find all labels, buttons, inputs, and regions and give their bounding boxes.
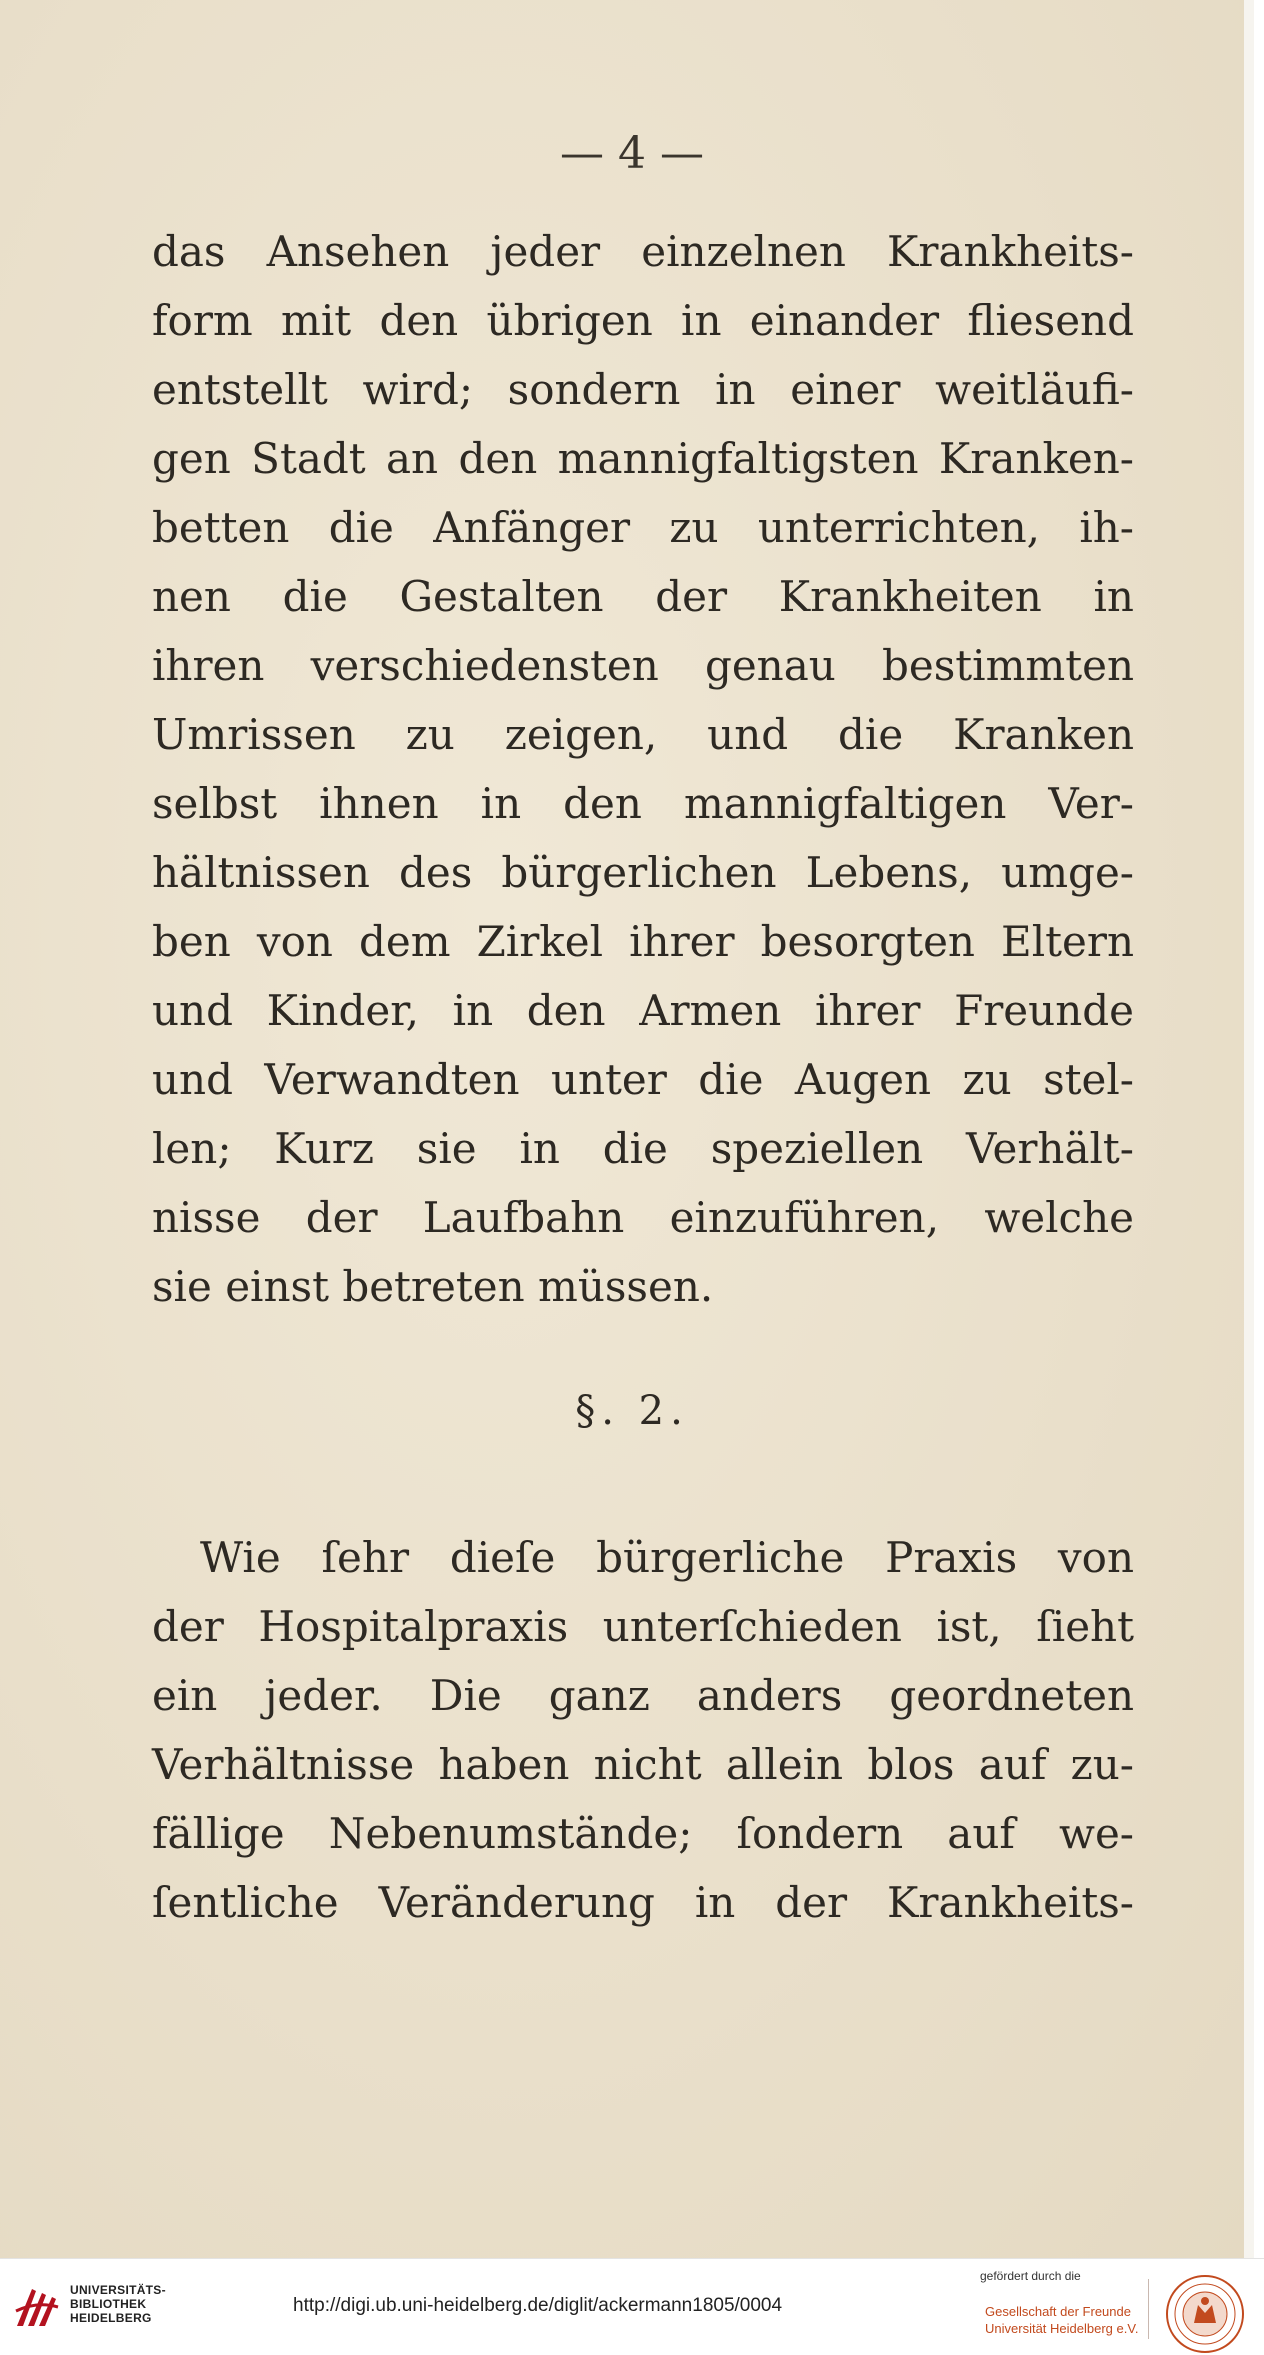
paragraph-2 xyxy=(152,1523,1134,1937)
paragraph-1 xyxy=(152,217,1134,1321)
text-line: Umrissen zu zeigen, und die Kranken xyxy=(152,710,1134,759)
library-name-line: BIBLIOTHEK xyxy=(70,2297,147,2311)
text-line: ein jeder. Die ganz anders geordneten xyxy=(152,1671,1134,1720)
text-line: ſentliche Veränderung in der Krankheits- xyxy=(152,1878,1134,1927)
text-line: sie einst betreten müssen. xyxy=(152,1262,714,1311)
text-line: selbst ihnen in den mannigfaltigen Ver- xyxy=(152,779,1134,828)
society-name xyxy=(985,2303,1138,2337)
page-number: — 4 — xyxy=(560,128,704,179)
text-line: und Kinder, in den Armen ihrer Freunde xyxy=(152,986,1134,1035)
library-name-line: UNIVERSITÄTS- xyxy=(70,2283,166,2297)
text-line: ihren verschiedensten genau bestimmten xyxy=(152,641,1134,690)
text-line: und Verwandten unter die Augen zu stel- xyxy=(152,1055,1134,1104)
text-line: entstellt wird; sondern in einer weitläufi- xyxy=(152,365,1134,414)
text-line: Wie ſehr dieſe bürgerliche Praxis von xyxy=(200,1533,1134,1582)
page-edge xyxy=(1244,0,1254,2258)
text-line: nen die Gestalten der Krankheiten in xyxy=(152,572,1134,621)
text-line: fällige Nebenumstände; ſondern auf we- xyxy=(152,1809,1134,1858)
section-heading: §. 2. xyxy=(575,1388,689,1434)
text-line: ben von dem Zirkel ihrer besorgten Eltern xyxy=(152,917,1134,966)
society-name-line: Universität Heidelberg e.V. xyxy=(985,2321,1139,2336)
text-line: Verhältnisse haben nicht allein blos auf zu- xyxy=(152,1740,1134,1789)
footer-divider xyxy=(1148,2279,1149,2339)
library-name xyxy=(70,2283,166,2325)
text-line: betten die Anfänger zu unterrichten, ih- xyxy=(152,503,1134,552)
text-line: form mit den übrigen in einander fliesend xyxy=(152,296,1134,345)
text-line: nisse der Laufbahn einzuführen, welche xyxy=(152,1193,1134,1242)
text-line: gen Stadt an den mannigfaltigsten Kranken- xyxy=(152,434,1134,483)
university-seal-icon xyxy=(1164,2273,1246,2355)
society-name-line: Gesellschaft der Freunde xyxy=(985,2304,1131,2319)
university-library-logo-icon xyxy=(12,2281,62,2331)
text-line: hältnissen des bürgerlichen Lebens, umge- xyxy=(152,848,1134,897)
permalink-url[interactable]: http://digi.ub.uni-heidelberg.de/diglit/ackermann1805/0004 xyxy=(293,2295,783,2316)
funded-by-label: gefördert durch die xyxy=(980,2269,1081,2283)
text-line: len; Kurz sie in die speziellen Verhält- xyxy=(152,1124,1134,1173)
library-name-line: HEIDELBERG xyxy=(70,2311,152,2325)
text-line: der Hospitalpraxis unterſchieden ist, ſieht xyxy=(152,1602,1134,1651)
text-line: das Ansehen jeder einzelnen Krankheits- xyxy=(152,227,1134,276)
footer-bar xyxy=(0,2258,1264,2351)
